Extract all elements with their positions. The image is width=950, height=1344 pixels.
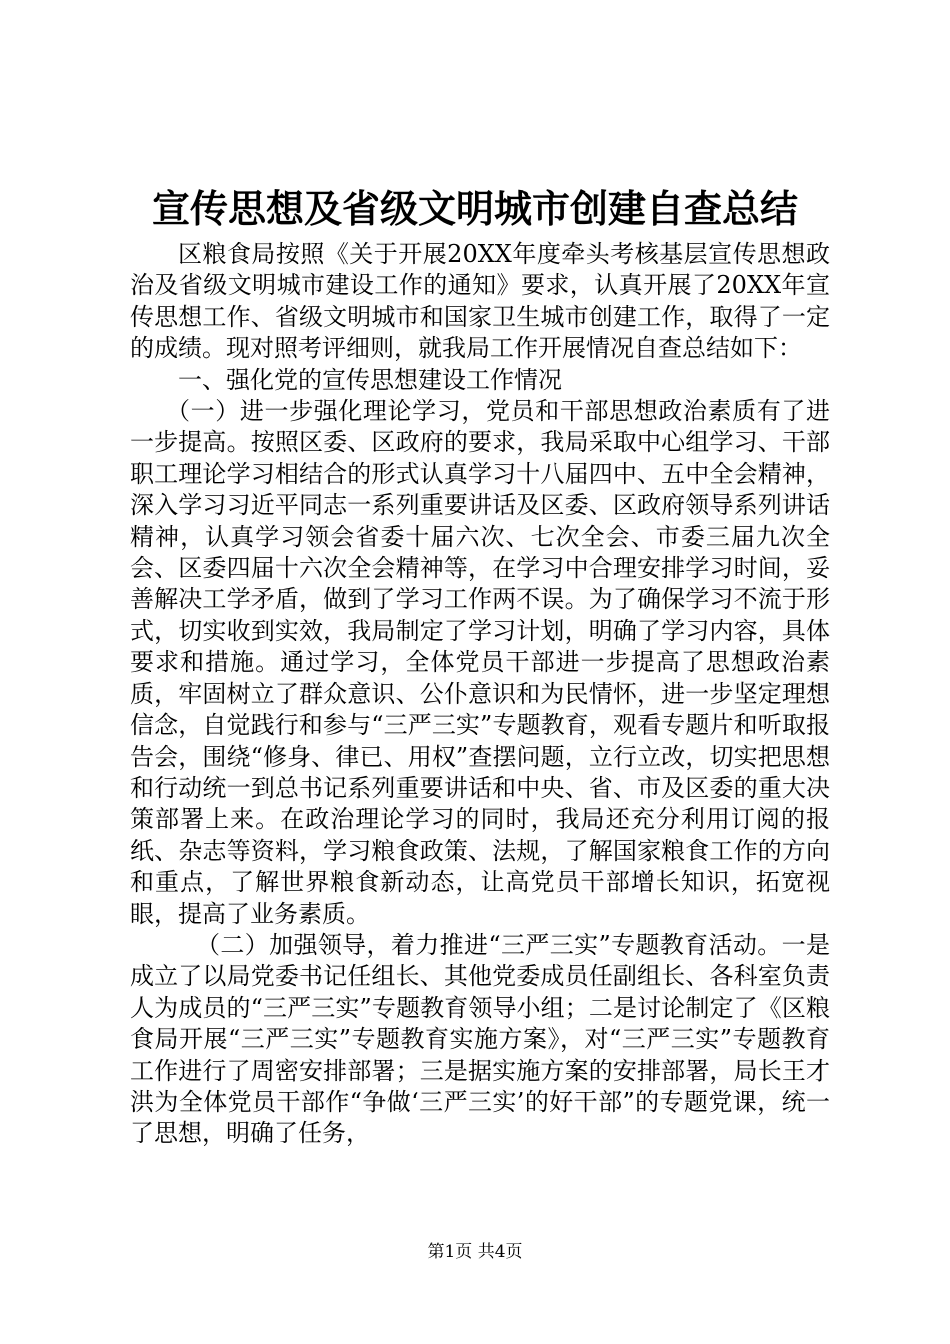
document-body — [130, 239, 830, 1150]
paragraph-theory-study: （一）进一步强化理论学习，党员和干部思想政治素质有了进一步提高。按照区委、区政府的要求，我局采取中心组学习、干部职工理论学习相结合的形式认真学习十八届四中、五中全会精神，深入学习习近平同志一系列重要讲话及区委、区政府领导系列讲话精神，认真学习领会省委十届六次、七次全会、市委三届九次全会、区委四届十六次全会精神等，在学习中合理安排学习时间，妥善解决工学矛盾，做到了学习工作两不误。为了确保学习不流于形式，切实收到实效，我局制定了学习计划，明确了学习内容，具体要求和措施。通过学习，全体党员干部进一步提高了思想政治素质，牢固树立了群众意识、公仆意识和为民情怀，进一步坚定理想信念，自觉践行和参与“三严三实”专题教育，观看专题片和听取报告会，围绕“修身、律已、用权”查摆问题，立行立改，切实把思想和行动统一到总书记系列重要讲话和中央、省、市及区委的重大决策部署上来。在政治理论学习的同时，我局还充分利用订阅的报纸、杂志等资料，学习粮食政策、法规，了解国家粮食工作的方向和重点，了解世界粮食新动态，让高党员干部增长知识，拓宽视眼，提高了业务素质。 — [130, 397, 830, 928]
page-number: 第1页 共4页 — [427, 1242, 523, 1262]
paragraph-intro: 区粮食局按照《关于开展20XX年度牵头考核基层宣传思想政治及省级文明城市建设工作的通知》要求，认真开展了20XX年宣传思想工作、省级文明城市和国家卫生城市创建工作，取得了一定的成绩。现对照考评细则，就我局工作开展情况自查总结如下： — [130, 240, 830, 363]
section-heading: 一、强化党的宣传思想建设工作情况 — [178, 365, 562, 394]
document-title: 宣传思想及省级文明城市创建自查总结 — [151, 186, 798, 231]
paragraph-education-activity: （二）加强领导，着力推进“三严三实”专题教育活动。一是成立了以局党委书记任组长、其他党委成员任副组长、各科室负责人为成员的“三严三实”专题教育领导小组；二是讨论制定了《区粮食局开展“三严三实”专题教育实施方案》，对“三严三实”专题教育工作进行了周密安排部署；三是据实施方案的安排部署，局长王才洪为全体党员干部作“争做‘三严三实’的好干部”的专题党课，统一了思想，明确了任务， — [130, 930, 830, 1148]
